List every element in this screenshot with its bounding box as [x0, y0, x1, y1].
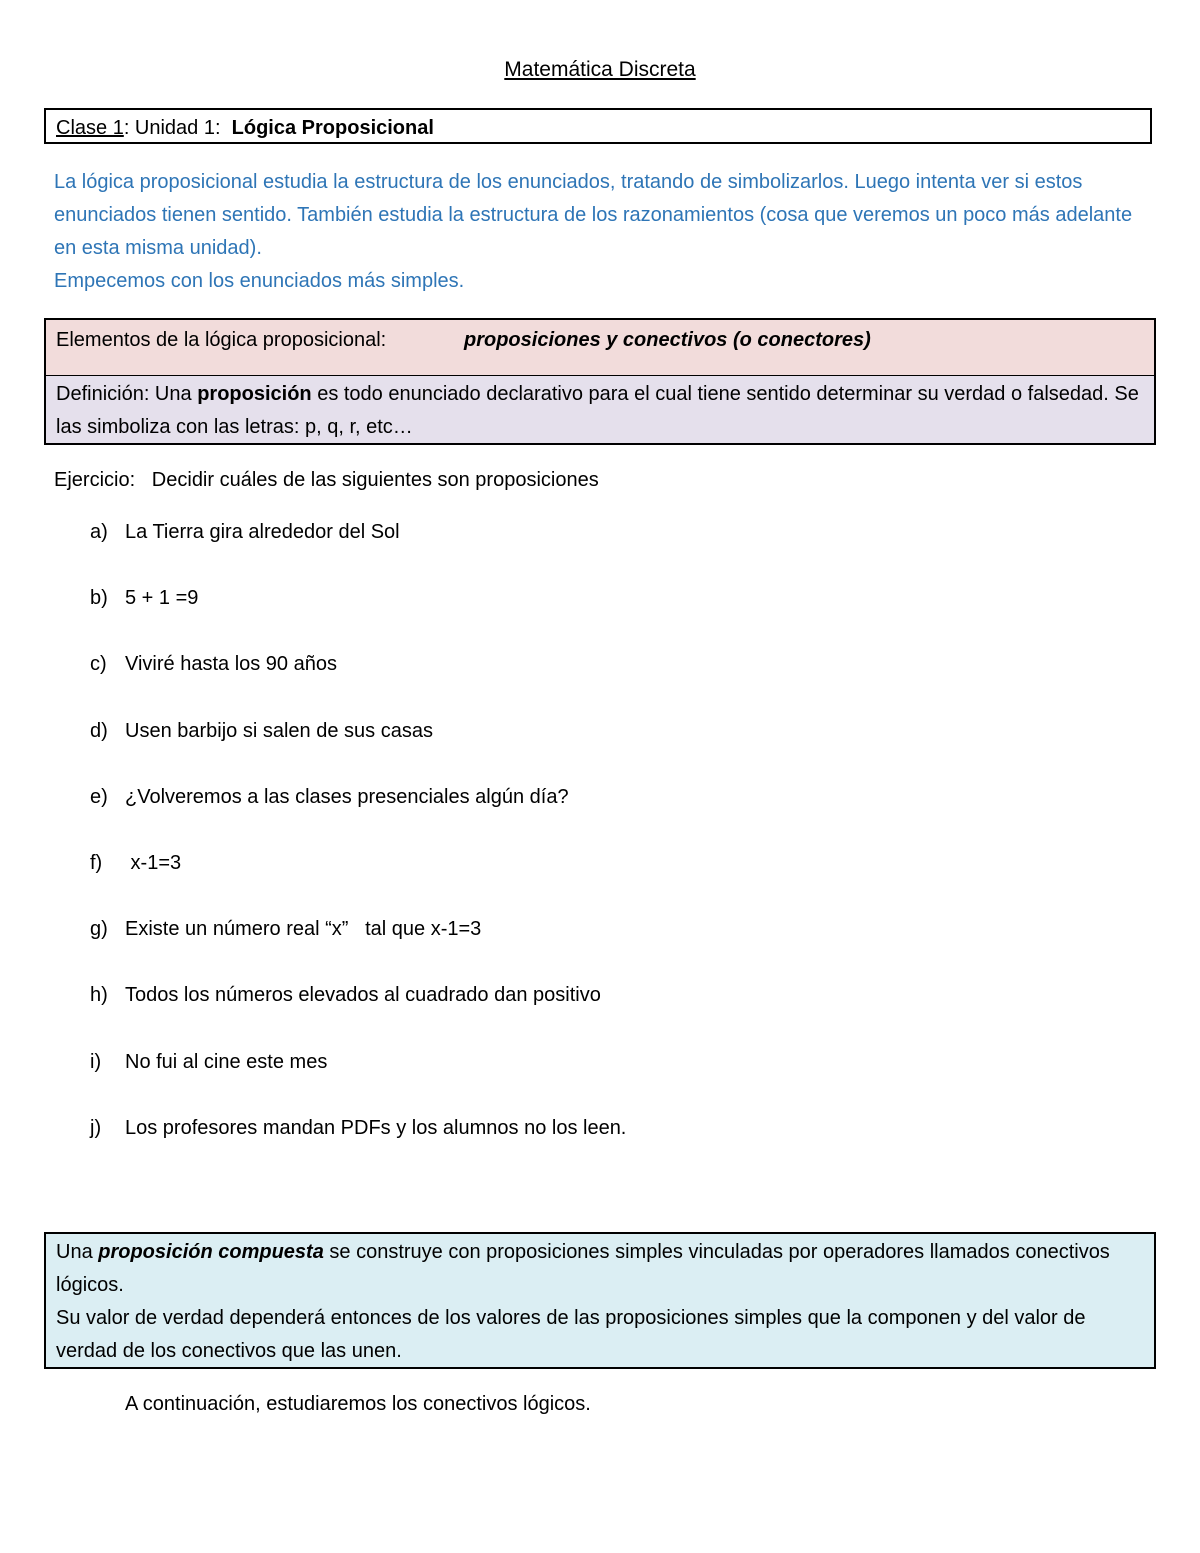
item-text: 5 + 1 =9	[125, 587, 199, 610]
intro-paragraph: La lógica proposicional estudia la estructura de los enunciados, tratando de simbolizarlos. Luego intenta ver si estos enunciados tienen sentido. También estudia la estructura de los razonamientos (cosa que veremos un poco más adelante en esta misma unidad).	[54, 171, 1133, 259]
item-text: Todos los números elevados al cuadrado dan positivo	[125, 984, 601, 1007]
list-item	[90, 584, 1090, 650]
compound-paragraph	[56, 1236, 1144, 1302]
item-letter: a)	[90, 521, 108, 543]
list-item	[90, 518, 1090, 584]
item-text: x-1=3	[125, 851, 182, 874]
elements-label: Elementos de la lógica proposicional:	[56, 329, 387, 351]
item-text: Usen barbijo si salen de sus casas	[125, 719, 433, 742]
compound-proposition-box	[44, 1232, 1156, 1369]
compound-suffix: se construye con proposiciones simples vinculadas por operadores llamados conectivos lógicos.	[56, 1241, 1110, 1296]
unit-label: : Unidad 1:	[123, 117, 232, 139]
compound-prefix: Una	[56, 1241, 99, 1263]
definition-suffix: es todo enunciado declarativo para el cual tiene sentido determinar su verdad o falsedad. Se las simboliza con las letras: p, q, r, etc…	[56, 383, 1139, 438]
definition-row	[46, 376, 1154, 443]
item-text: No fui al cine este mes	[125, 1050, 328, 1073]
list-item	[90, 717, 1090, 783]
elements-value: proposiciones y conectivos (o conectores)	[464, 329, 871, 351]
intro-line2: Empecemos con los enunciados más simples.	[54, 270, 465, 292]
definition-prefix: Definición: Una	[56, 383, 198, 405]
item-letter: e)	[90, 785, 108, 808]
elements-definition-table	[44, 318, 1156, 445]
class-header	[44, 108, 1152, 144]
item-letter: b)	[90, 587, 108, 610]
list-item	[90, 849, 1090, 915]
list-item	[90, 650, 1090, 716]
list-item	[90, 915, 1090, 981]
list-item	[90, 783, 1090, 849]
item-text: Existe un número real “x” tal que x-1=3	[125, 918, 482, 941]
item-letter: h)	[90, 984, 108, 1007]
list-item	[90, 981, 1090, 1047]
page-title: Matemática Discreta	[504, 58, 696, 81]
item-letter: j)	[90, 1116, 102, 1139]
exercise-title: Ejercicio: Decidir cuáles de las siguientes son proposiciones	[54, 469, 599, 491]
item-text: La Tierra gira alrededor del Sol	[125, 521, 400, 543]
closing-text: A continuación, estudiaremos los conectivos lógicos.	[125, 1393, 591, 1415]
list-item	[90, 1048, 1090, 1114]
unit-topic: Lógica Proposicional	[231, 117, 434, 139]
compound-term: proposición compuesta	[98, 1241, 324, 1263]
item-text: Viviré hasta los 90 años	[125, 653, 337, 676]
compound-line2: Su valor de verdad dependerá entonces de los valores de las proposiciones simples que la componen y del valor de verdad de los conectivos que las unen.	[56, 1307, 1086, 1362]
item-letter: i)	[90, 1050, 102, 1073]
item-letter: c)	[90, 653, 107, 676]
elements-row	[46, 320, 1154, 376]
item-letter: d)	[90, 719, 108, 742]
item-letter: g)	[90, 918, 108, 941]
item-text: ¿Volveremos a las clases presenciales algún día?	[125, 785, 569, 808]
class-number: Clase 1	[56, 117, 124, 139]
definition-term: proposición	[197, 383, 312, 405]
item-letter: f)	[90, 851, 103, 874]
intro-text	[54, 166, 1154, 298]
item-text: Los profesores mandan PDFs y los alumnos no los leen.	[125, 1116, 627, 1139]
list-item	[90, 1114, 1090, 1180]
exercise-list	[90, 518, 1090, 1180]
